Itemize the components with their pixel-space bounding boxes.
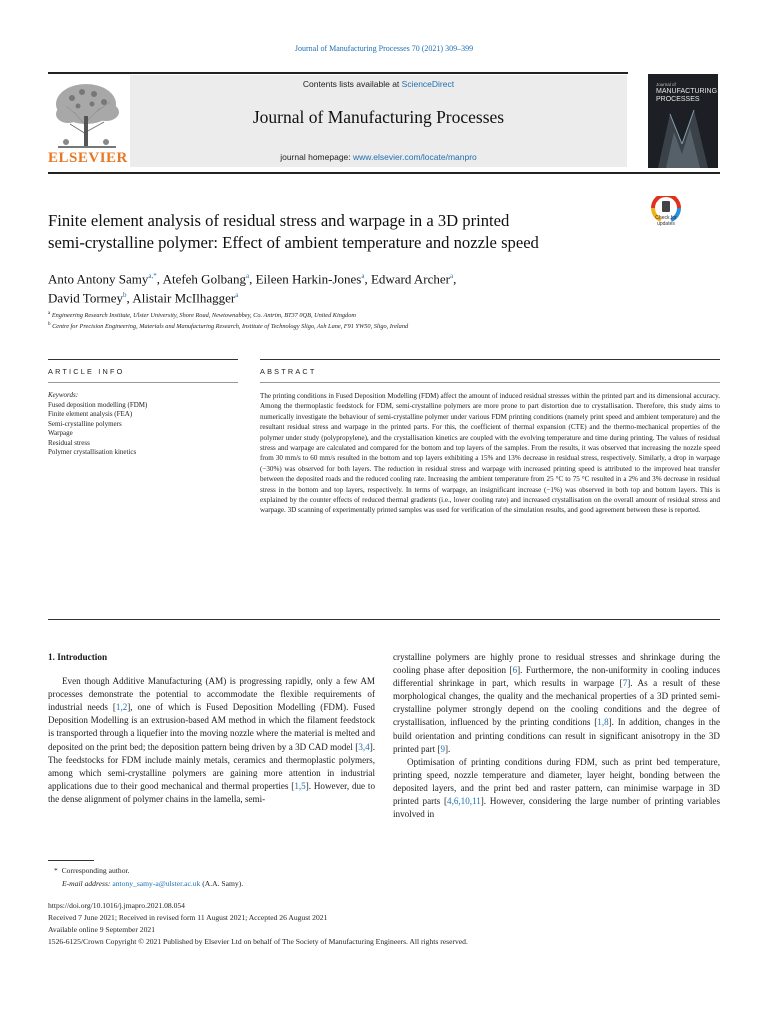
affiliation-b-text: Centre for Precision Engineering, Materials and Manufacturing Research, Institute of Technology Sligo, Ash Lane, F91 YW50, Sligo, Ireland: [52, 323, 409, 331]
author-name[interactable]: David Tormey: [48, 290, 124, 306]
email-label: E-mail address:: [62, 879, 111, 888]
running-head[interactable]: Journal of Manufacturing Processes 70 (2021) 309–399: [294, 44, 474, 53]
citation-link[interactable]: 6: [512, 665, 518, 676]
author-separator: ,: [453, 271, 457, 287]
contents-prefix: Contents lists available at: [302, 79, 402, 89]
journal-title: Journal of Manufacturing Processes: [252, 107, 505, 127]
article-title-line2: semi-crystalline polymer: Effect of ambient temperature and nozzle speed: [48, 233, 539, 252]
paragraph-text: Optimisation of printing conditions during FDM, such as print bed temperature, printing speed, nozzle temperature and diameter, layer height, bonding between the deposited layers, and the print bed and raster pattern, can minimise warpage in 3D printed parts [: [393, 756, 720, 807]
check-for-updates-label[interactable]: [646, 215, 686, 227]
masthead-bottom-rule: [48, 172, 720, 174]
citation-link[interactable]: 9: [440, 743, 446, 754]
email-note: [62, 879, 734, 888]
keyword-item: Fused deposition modelling (FDM): [48, 400, 148, 409]
abstract-subrule: [260, 382, 720, 383]
affiliation-b-mark: b: [48, 322, 51, 327]
section-heading-introduction: 1. Introduction: [48, 652, 108, 662]
badge-line1: Check for: [655, 215, 677, 221]
author-name[interactable]: Atefeh Golbang: [162, 271, 246, 287]
intro-paragraph-1: [48, 675, 375, 806]
paragraph-text: ]. The feedstocks for FDM include mainly metals, ceramics and thermoplastic polymers, among which semi-crystalline polymers are gaining more attention in industrial applications due to their good mechanical and thermal properties [: [48, 741, 375, 791]
keywords-label: Keywords:: [48, 391, 79, 399]
citation-link[interactable]: 3,4: [358, 741, 370, 752]
keyword-item: Finite element analysis (FEA): [48, 410, 133, 418]
paragraph-text: ].: [445, 743, 451, 754]
paragraph-text: ]. However, considering the large number of printing variables involved in: [393, 796, 721, 820]
author-list: [48, 268, 708, 307]
homepage-prefix: journal homepage:: [280, 152, 353, 162]
journal-cover[interactable]: [648, 74, 718, 168]
paragraph-text: ], one of which is Fused Deposition Modelling (FDM). Fused Deposition Modelling is an extrusion-based AM method in which the filament feedstock is transported through a liquefier into the moving nozzle where the material is melted and deposited on the print bed; the deposition pattern being driven by a 3D CAD model [: [48, 702, 375, 752]
corresponding-author-note: [54, 866, 726, 875]
contents-line: [130, 79, 627, 89]
received-dates: Received 7 June 2021; Received in revised form 11 August 2021; Accepted 26 August 2021: [48, 913, 328, 922]
author-affiliation-mark[interactable]: a: [245, 272, 250, 280]
abstract-heading: ABSTRACT: [260, 367, 317, 376]
article-info-subrule: [48, 382, 238, 383]
citation-link[interactable]: 1,5: [294, 780, 306, 791]
paragraph-text: ]. Furthermore, the non-uniformity in cooling induces differential shrinkage in part, which results in warpage [: [393, 665, 720, 689]
keyword-item: Semi-crystalline polymers: [48, 419, 122, 428]
author-affiliation-mark[interactable]: a: [361, 272, 365, 280]
article-info-heading: ARTICLE INFO: [48, 367, 125, 376]
keyword-item: Polymer crystallisation kinetics: [48, 448, 137, 456]
citation-link[interactable]: 7: [622, 678, 628, 689]
article-title-line1: Finite element analysis of residual stress and warpage in a 3D printed: [48, 211, 510, 230]
author-name[interactable]: Anto Antony Samy: [48, 271, 149, 287]
authors-line1: [48, 268, 708, 287]
journal-masthead: [130, 75, 627, 167]
affiliation-a-text: Engineering Research Institute, Ulster University, Shore Road, Newtownabbey, Co. Antrim, BT37 0QB, United Kingdom: [51, 312, 356, 320]
available-online: Available online 9 September 2021: [48, 925, 155, 934]
authors-line2: [48, 287, 708, 306]
masthead-top-rule: [48, 72, 628, 74]
doi-link[interactable]: https://doi.org/10.1016/j.jmapro.2021.08.054: [48, 901, 185, 910]
affiliation-a: [48, 311, 708, 319]
homepage-link[interactable]: www.elsevier.com/locate/manpro: [353, 152, 477, 162]
email-link[interactable]: antony_samy-a@ulster.ac.uk: [112, 879, 201, 888]
author-affiliation-mark[interactable]: a: [235, 291, 239, 300]
intro-paragraph-2: [393, 651, 720, 756]
article-title: [48, 210, 638, 254]
copyright-line: 1526-6125/Crown Copyright © 2021 Published by Elsevier Ltd on behalf of The Society of Manufacturing Engineers. All rights reserved.: [48, 937, 468, 946]
paragraph-text: ]. As a result of these morphological changes, the quality and the mechanical properties of a 3D printed semi-crystalline polymer strongly depend on the cooling conditions and the degree of crystallisation, influenced by the printing conditions [: [393, 678, 721, 728]
elsevier-wordmark: ELSEVIER: [48, 150, 128, 166]
sciencedirect-link[interactable]: ScienceDirect: [401, 79, 455, 89]
author-separator: ,: [126, 290, 133, 306]
paragraph-text: ]. In addition, changes in the build orientation and printing conditions can result in significant anisotropy in the 3D printed part [: [393, 717, 720, 754]
body-right-column: [393, 651, 720, 821]
author-separator: ,: [364, 271, 371, 287]
homepage-line: [130, 152, 627, 162]
paragraph-text: ]. However, due to the dense alignment of polymer chains in the lamella, semi-: [48, 780, 375, 804]
paragraph-text: crystalline polymers are highly prone to residual stresses and shrinkage during the cooling phase after deposition [: [393, 652, 720, 676]
keyword-item: Warpage: [48, 429, 73, 437]
badge-line2: updates: [657, 221, 675, 227]
article-info-rule: [48, 359, 238, 360]
footnote-rule: [48, 860, 94, 861]
author-separator: ,: [249, 271, 256, 287]
author-affiliation-mark[interactable]: b: [123, 291, 127, 300]
intro-paragraph-3: [393, 756, 720, 821]
corresponding-text: Corresponding author.: [61, 866, 130, 875]
cover-small-text: Journal of: [656, 82, 676, 87]
email-suffix: (A.A. Samy).: [200, 879, 244, 888]
keywords-block: [48, 391, 238, 458]
author-affiliation-mark[interactable]: a,*: [148, 272, 157, 280]
citation-link[interactable]: 4,6,10,11: [447, 796, 481, 807]
abstract-end-rule: [48, 619, 720, 620]
cover-title-2: PROCESSES: [656, 96, 700, 103]
author-name[interactable]: Edward Archer: [370, 271, 451, 287]
author-name[interactable]: Alistair McIlhagger: [132, 290, 236, 306]
author-name[interactable]: Eileen Harkin-Jones: [255, 271, 362, 287]
body-left-column: [48, 651, 375, 806]
keyword-item: Residual stress: [48, 438, 90, 447]
corresponding-mark: *: [54, 866, 58, 875]
paragraph-text: Even though Additive Manufacturing (AM) is progressing rapidly, only a few AM processes demonstrate the potential to accommodate the flexible requirements of industrial needs [: [48, 676, 375, 713]
citation-link[interactable]: 1,8: [597, 717, 609, 728]
author-affiliation-mark[interactable]: a: [450, 272, 454, 280]
abstract-text: The printing conditions in Fused Deposition Modelling (FDM) affect the amount of induced residual stresses within the printed part and its dimensional accuracy. Among the thermoplastic feedstock for FDM, semi-crystalline polymers are more prone to part distortion due to crystallisation. Therefore, this study aims to numerically investigate the behaviour of semi-crystalline polymer under various FDM printing conditions (namely print speed and ambient temperature) and the resultant residual stress and warpage in the printed parts. For this, the coefficient of thermal expansion (CTE) and the thermo-mechanical properties of the polymer under study (polypropylene), and the crystallisation kinetics are coupled with the evolving temperature and time during printing. The values of residual stress and warpage are calculated and compared for the bottom and top layers of the samples. From the results, it was observed that increasing the nozzle speed from 30 mm/s to 60 mm/s resulted in the bottom and top layers exhibiting a 15% and 13% decrease in residual stress, respectively. Similarly, a drop in warpage (−30%) was observed for both layers. The reduction in residual stress and warpage with increased printing speed is attributed to the improved heat transfer between the deposited roads and the reduced cooling rate. Increasing the ambient temperature from 25 °C to 75 °C resulted in a 2% and 3% decrease in residual stress in the bottom and top layers, respectively. In terms of warpage, an insignificant increase (−1%) was observed in both top and bottom layers. This is explained by the counter effects of reduced thermal gradients (i.e., lower cooling rate) and increased crystallisation on the overall amount of residual stress and warpage. 3D scanning of experimentally printed samples was used for verification of the simulation results, and good agreement between these is reported.: [260, 392, 720, 515]
author-separator: ,: [156, 271, 163, 287]
citation-link[interactable]: 1,2: [115, 702, 128, 713]
affiliation-b: [48, 322, 708, 330]
abstract-rule: [260, 359, 720, 360]
affiliation-a-mark: a: [48, 311, 51, 316]
cover-title-1: MANUFACTURING: [656, 88, 718, 95]
